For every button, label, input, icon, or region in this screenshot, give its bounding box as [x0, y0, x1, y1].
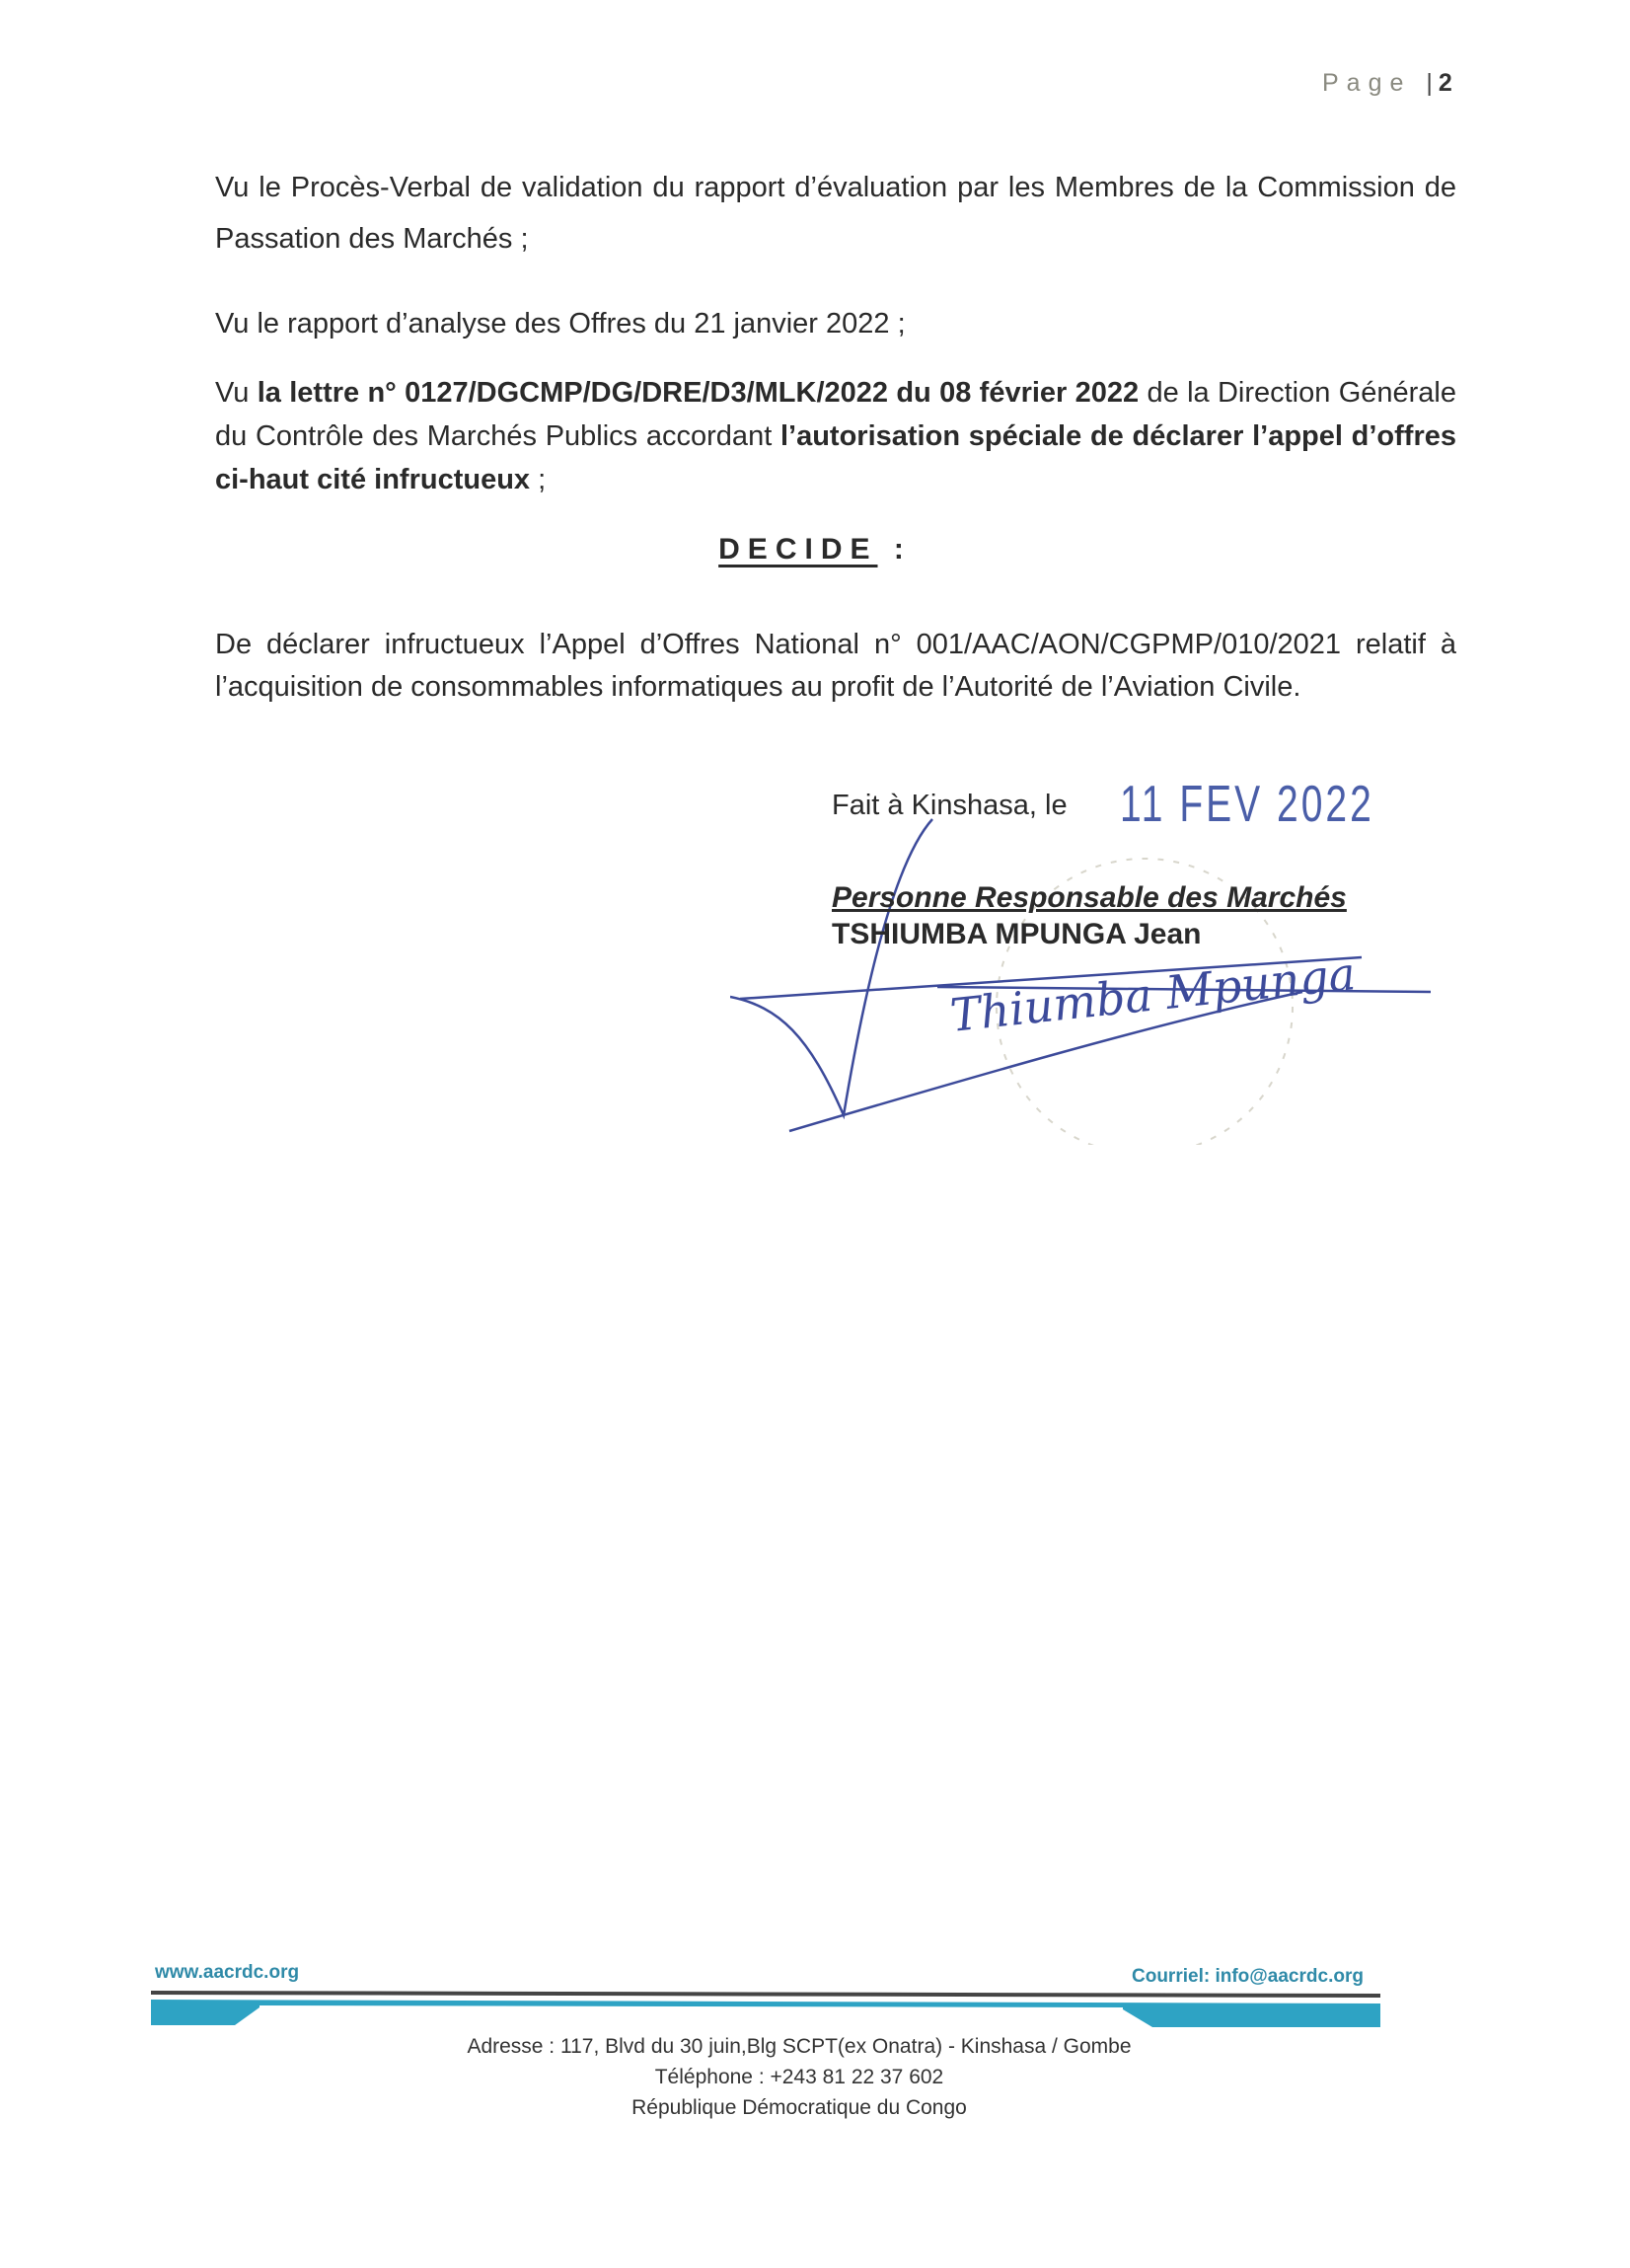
- footer-address: Adresse : 117, Blvd du 30 juin,Blg SCPT(ex Onatra) - Kinshasa / Gombe: [467, 2035, 1132, 2058]
- decide-word: DECIDE: [718, 533, 878, 566]
- footer-country: République Démocratique du Congo: [631, 2096, 967, 2119]
- svg-text:Thiumba Mpunga: Thiumba Mpunga: [947, 946, 1359, 1042]
- text: de la Direction Générale du Contrôle des Marchés Publics accordant: [215, 377, 1457, 452]
- website-link[interactable]: www.aacrdc.org: [155, 1962, 300, 1983]
- decide-heading: [0, 533, 1630, 567]
- signature-image: [730, 809, 1441, 1145]
- decision-text: De déclarer infructueux l’Appel d’Offres National n° 001/AAC/AON/CGPMP/010/2021 relatif à l’acquisition de consommables informatiques au profit de l’Autorité de l’Aviation Civile.: [215, 629, 1456, 703]
- paragraph-rapport: Vu le rapport d’analyse des Offres du 21 janvier 2022 ;: [215, 308, 906, 340]
- place-date-label: Fait à Kinshasa, le: [832, 790, 1068, 821]
- signatory-role: Personne Responsable des Marchés: [832, 881, 1347, 914]
- page-number: Page | 2: [1322, 69, 1452, 97]
- page-number-value: 2: [1438, 69, 1452, 97]
- email-link[interactable]: Courriel: info@aacrdc.org: [1132, 1966, 1364, 1987]
- footer-phone: Téléphone : +243 81 22 37 602: [654, 2066, 944, 2088]
- letter-reference: la lettre n° 0127/DGCMP/DG/DRE/D3/MLK/2022 du 08 février 2022: [257, 377, 1140, 409]
- page-label: Page: [1322, 69, 1412, 97]
- text: ;: [530, 464, 547, 495]
- decide-colon: :: [893, 533, 912, 566]
- text: Vu: [215, 377, 258, 409]
- signatory-name: TSHIUMBA MPUNGA Jean: [832, 918, 1202, 950]
- paragraph-lettre: [215, 371, 1456, 501]
- footer-band: [151, 1990, 1380, 2029]
- date-stamp: 11 FEV 2022: [1120, 776, 1374, 833]
- authorization-text: l’autorisation spéciale de déclarer l’appel d’offres ci-haut cité infructueux: [215, 420, 1456, 495]
- paragraph-proces-verbal: Vu le Procès-Verbal de validation du rapport d’évaluation par les Membres de la Commission de Passation des Marchés ;: [215, 172, 1456, 255]
